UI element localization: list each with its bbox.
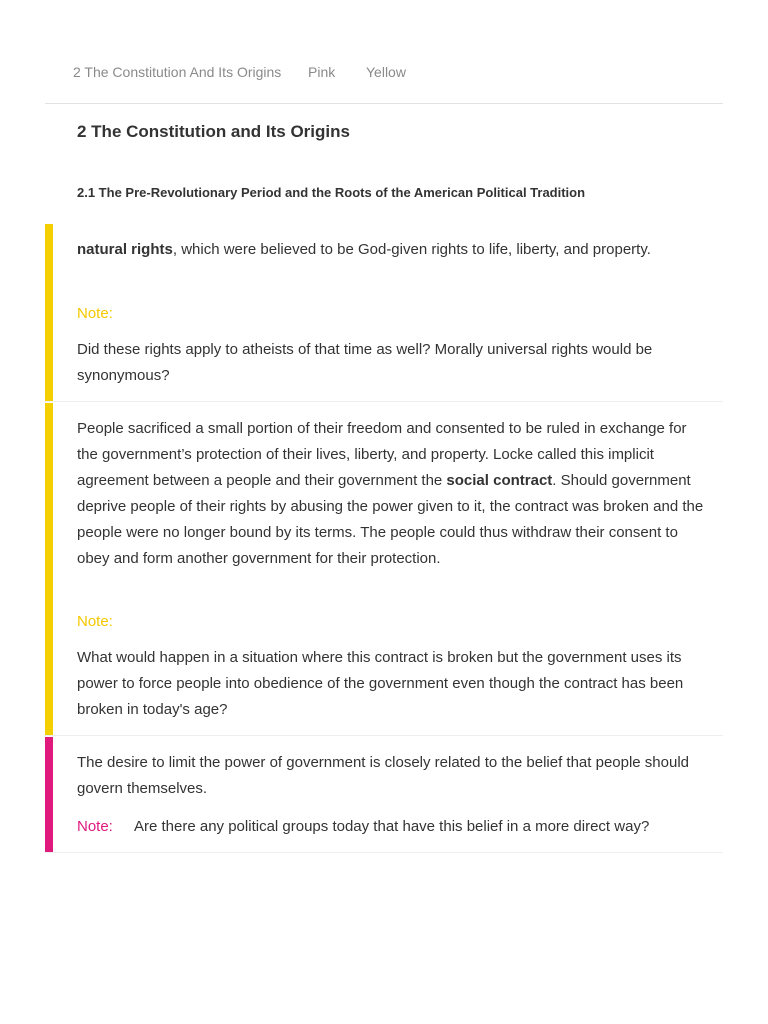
filter-tab-pink[interactable]: Pink	[308, 64, 336, 80]
note-label: Note:	[77, 818, 113, 835]
highlight-card[interactable]	[45, 737, 723, 853]
chapter-title: 2 The Constitution and Its Origins	[77, 122, 350, 141]
yellow-highlight-bar	[45, 224, 53, 401]
pink-highlight-bar	[45, 737, 53, 852]
highlight-text: The desire to limit the power of government is closely related to the belief that people should govern themselves.	[77, 754, 690, 797]
highlight-card[interactable]	[45, 224, 723, 402]
highlight-text-after: , which were believed to be God-given rights to life, liberty, and property.	[172, 241, 651, 258]
filter-tab-yellow[interactable]: Yellow	[366, 64, 406, 80]
highlight-bold-term: social contract	[446, 472, 553, 489]
highlight-text	[77, 416, 707, 572]
note-label: Note:	[77, 305, 113, 322]
section-title: 2.1 The Pre-Revolutionary Period and the Roots of the American Political Tradition	[77, 185, 586, 200]
highlight-bold-term: natural rights	[77, 241, 173, 258]
note-text: Are there any political groups today that have this belief in a more direct way?	[134, 818, 650, 835]
note-text: What would happen in a situation where this contract is broken but the government uses its power to force people into obedience of the government even though the contract has been broken in today's age?	[77, 649, 684, 718]
yellow-highlight-bar	[45, 403, 53, 735]
highlight-text-after: . Should government deprive people of their rights by abusing the power given to it, the contract was broken and the people were no longer bound by its terms. The people could thus withdraw their consent to obey and form another government for their protection.	[77, 472, 704, 567]
highlight-filter-bar	[45, 0, 723, 104]
highlight-text	[77, 237, 707, 263]
note-label: Note:	[77, 613, 113, 630]
filter-tab-chapter[interactable]: 2 The Constitution And Its Origins	[73, 64, 282, 80]
note-text: Did these rights apply to atheists of that time as well? Morally universal rights would be synonymous?	[77, 341, 653, 384]
highlight-card[interactable]	[45, 403, 723, 736]
highlight-text-before: People sacrificed a small portion of their freedom and consented to be ruled in exchange for the government’s protection of their lives, liberty, and property. Locke called this implicit agreement between a people and their government the	[77, 420, 687, 489]
